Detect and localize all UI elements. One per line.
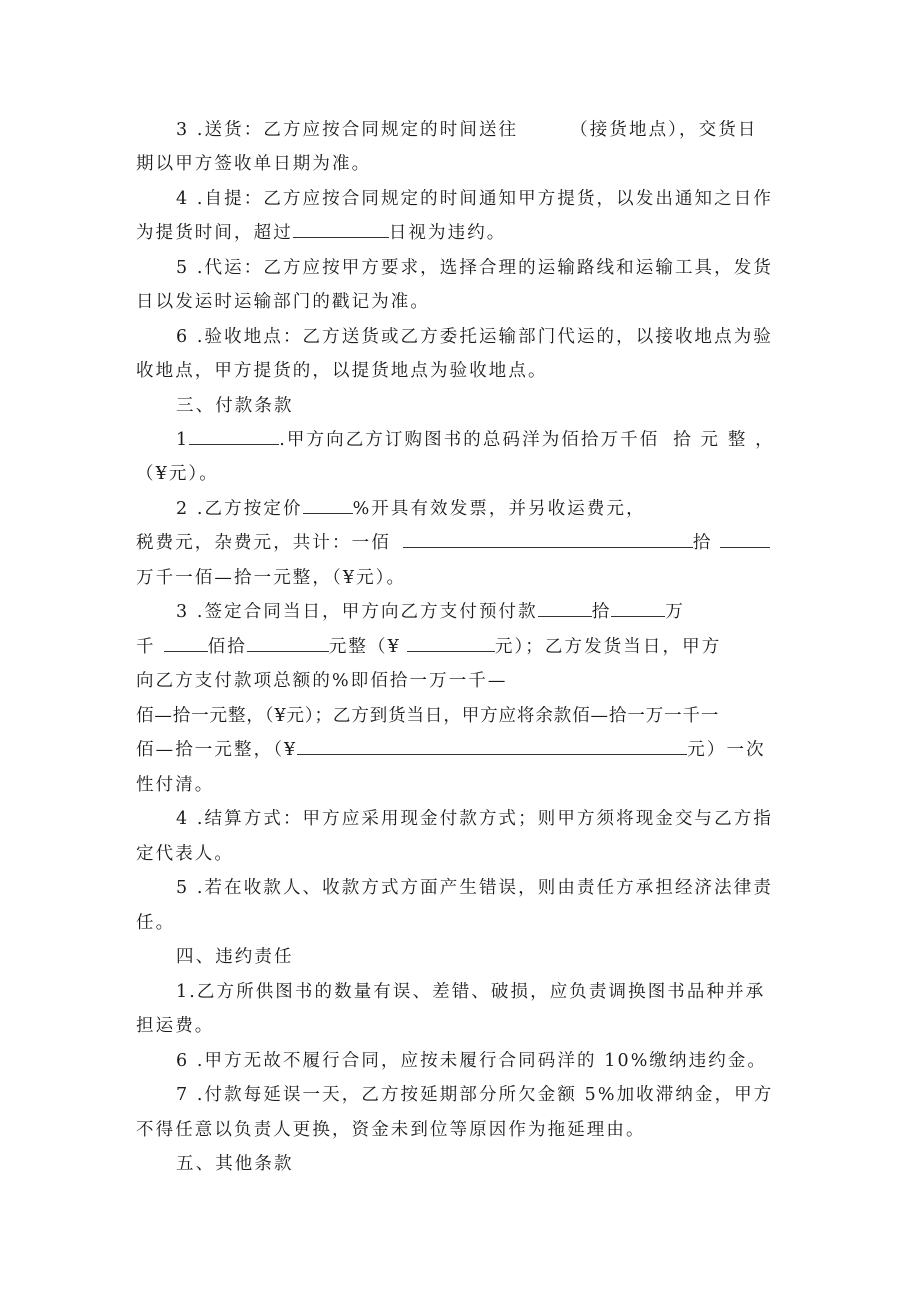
clause-text: 元整（¥ [328,637,401,657]
payment-item3-line3: 向乙方支付款项总额的%即佰拾一万一千— [136,671,508,691]
clause-delivery-line2: 期以甲方签收单日期为准。 [136,154,372,174]
clause-text: 佰—拾一元整，（¥ [136,740,298,760]
clause-text: 3 .送货：乙方应按合同规定的时间送往 [176,120,519,140]
clause-text: 拾 [591,602,612,622]
blank-field [247,635,329,652]
payment-item1-line1 [176,428,775,452]
clause-pickup-line2 [136,221,506,245]
liability-item1-line2: 担运费。 [136,1016,215,1036]
blank-field [407,635,495,652]
clause-text: 元）；乙方发货当日，甲方 [494,637,722,657]
blank-field [720,531,770,548]
clause-delivery-line1 [176,118,757,142]
payment-item2-line3: 万千一佰—拾一元整，（¥元）。 [136,568,407,588]
clause-text: .甲方向乙方订购图书的总码洋为佰拾万千佰 [279,430,660,450]
blank-field [403,531,693,548]
blank-field [293,221,389,238]
clause-text: 税费元，杂费元，共计：一佰 [136,533,391,553]
blank-field [297,738,687,755]
liability-item7-line2: 不得任意以负责人更换，资金未到位等原因作为拖延理由。 [136,1120,646,1140]
clause-text: 佰拾 [207,637,247,657]
section-heading-liability: 四、违约责任 [176,947,294,967]
payment-item4-line2: 定代表人。 [136,844,234,864]
clause-text: 1 [176,430,190,450]
liability-item7-line1: 7 .付款每延误一天，乙方按延期部分所欠金额 5%加收滞纳金，甲方 [176,1085,774,1105]
clause-shipping-line2: 日以发运时运输部门的戳记为准。 [136,292,430,312]
clause-pickup-line1: 4 .自提：乙方应按合同规定的时间通知甲方提货，以发出通知之日作 [176,189,773,209]
blank-field [164,635,208,652]
liability-item1-line1: 1.乙方所供图书的数量有误、差错、破损，应负责调换图书品种并承 [176,982,766,1002]
payment-item2-line2 [136,531,770,555]
clause-text: %开具有效发票，并另收运费元， [352,499,646,519]
blank-field [303,497,353,514]
blank-field [538,600,592,617]
clause-text: 3 .签定合同当日，甲方向乙方支付预付款 [176,602,538,622]
section-heading-payment: 三、付款条款 [176,396,294,416]
section-heading-other: 五、其他条款 [176,1154,294,1174]
blank-field [189,428,279,445]
clause-text: 2 .乙方按定价 [176,499,303,519]
payment-item3-line4: 佰—拾一元整，（¥元）；乙方到货当日，甲方应将余款佰—拾一万一千一 [136,706,720,726]
clause-text: 万 [665,602,685,622]
payment-item2-line1 [176,497,646,521]
liability-item6: 6 .甲方无故不履行合同，应按未履行合同码洋的 10%缴纳违约金。 [176,1051,768,1071]
payment-item4-line1: 4 .结算方式：甲方应采用现金付款方式；则甲方须将现金交与乙方指 [176,809,773,829]
clause-text: 拾 [692,533,713,553]
clause-inspection-line2: 收地点，甲方提货的，以提货地点为验收地点。 [136,361,548,381]
payment-item5-line2: 任。 [136,913,176,933]
clause-text: 千 [136,637,156,657]
clause-text: （接货地点），交货日 [570,120,758,140]
clause-text: 日视为违约。 [388,223,507,243]
clause-text: 元）一次 [687,740,766,760]
clause-shipping-line1: 5 .代运：乙方应按甲方要求，选择合理的运输路线和运输工具，发货 [176,258,773,278]
payment-item5-line1: 5 .若在收款人、收款方式方面产生错误，则由责任方承担经济法律责 [176,878,773,898]
clause-text: 拾 元 整 ， [673,430,775,450]
payment-item3-line1 [176,600,685,624]
clause-text: 为提货时间，超过 [136,223,293,243]
payment-item1-line2: （¥元）。 [136,464,219,484]
payment-item3-line2 [136,635,721,659]
payment-item3-line6: 性付清。 [136,775,215,795]
blank-field [611,600,665,617]
clause-inspection-line1: 6 .验收地点：乙方送货或乙方委托运输部门代运的，以接收地点为验 [176,327,773,347]
payment-item3-line5 [136,738,766,762]
